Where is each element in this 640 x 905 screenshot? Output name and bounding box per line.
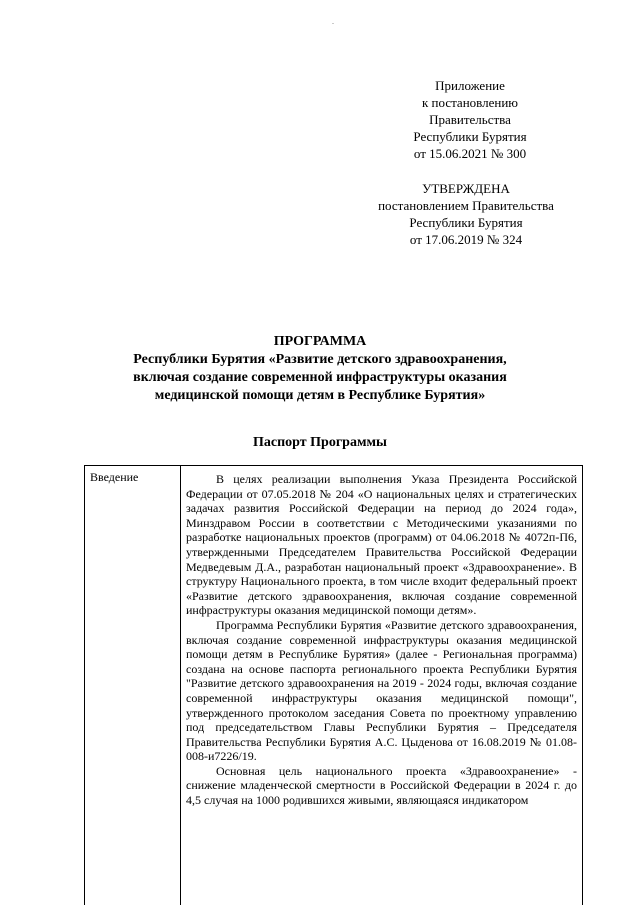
appendix-line: к постановлению: [421, 95, 519, 110]
appendix-line: Правительства: [429, 112, 511, 127]
title-line: Республики Бурятия «Развитие детского здравоохранения,: [133, 352, 507, 367]
row-label: Введение: [90, 470, 139, 484]
appendix-line: Приложение: [435, 78, 505, 93]
approved-line: Республики Бурятия: [409, 215, 523, 230]
approved-line: постановлением Правительства: [378, 198, 554, 213]
row-label-cell: [85, 466, 181, 905]
appendix-line: Республики Бурятия: [413, 129, 527, 144]
passport-table: [84, 465, 583, 905]
appendix-block: [380, 77, 560, 162]
approved-line: УТВЕРЖДЕНА: [422, 181, 510, 196]
page-marker-dot: .: [332, 17, 334, 26]
passport-heading: Паспорт Программы: [253, 435, 387, 450]
program-title: [90, 333, 550, 405]
appendix-line: от 15.06.2021 № 300: [413, 146, 527, 161]
approved-line: от 17.06.2019 № 324: [409, 232, 523, 247]
content-paragraph: Основная цель национального проекта «Здравоохранение» - снижение младенческой смертности в Российской Федерации в 2024 г. до 4,5 случая на 1000 родившихся живыми, являющаяся индикатором: [186, 763, 577, 808]
title-line: медицинской помощи детям в Республике Бурятия»: [154, 388, 486, 403]
approved-block: [348, 180, 584, 248]
title-line: ПРОГРАММА: [273, 334, 367, 349]
row-content-cell: [181, 466, 583, 905]
content-paragraph: Программа Республики Бурятия «Развитие детского здравоохранения, включая создание современной инфраструктуры оказания медицинской помощи детям в Республике Бурятия» (далее - Региональная программа) создана на основе паспорта регионального проекта Республики Бурятия "Развитие детского здравоохранения на 2019 - 2024 годы, включая создание современной инфраструктуры оказания медицинской помощи", утвержденного протоколом заседания Совета по проектному управлению под председательством Главы Республики Бурятия – Председателя Правительства Республики Бурятия А.С. Цыденова от 16.08.2019 № 01.08-008-и7226/19.: [186, 617, 577, 764]
title-line: включая создание современной инфраструктуры оказания: [133, 370, 507, 385]
content-paragraph: В целях реализации выполнения Указа Президента Российской Федерации от 07.05.2018 № 204 «О национальных целях и стратегических задачах развития Российской Федерации на период до 2024 года», Минздравом России в соответствии с Методическими указаниями по разработке национальных проектов (программ) от 04.06.2018 № 4072п-П6, утвержденными Председателем Правительства Российской Федерации Медведевым Д.А., разработан национальный проект «Здравоохранение». В структуру Национального проекта, в том числе входит федеральный проект «Развитие детского здравоохранения, включая создание современной инфраструктуры оказания медицинской помощи детям».: [186, 472, 577, 618]
table-row: [85, 466, 583, 905]
